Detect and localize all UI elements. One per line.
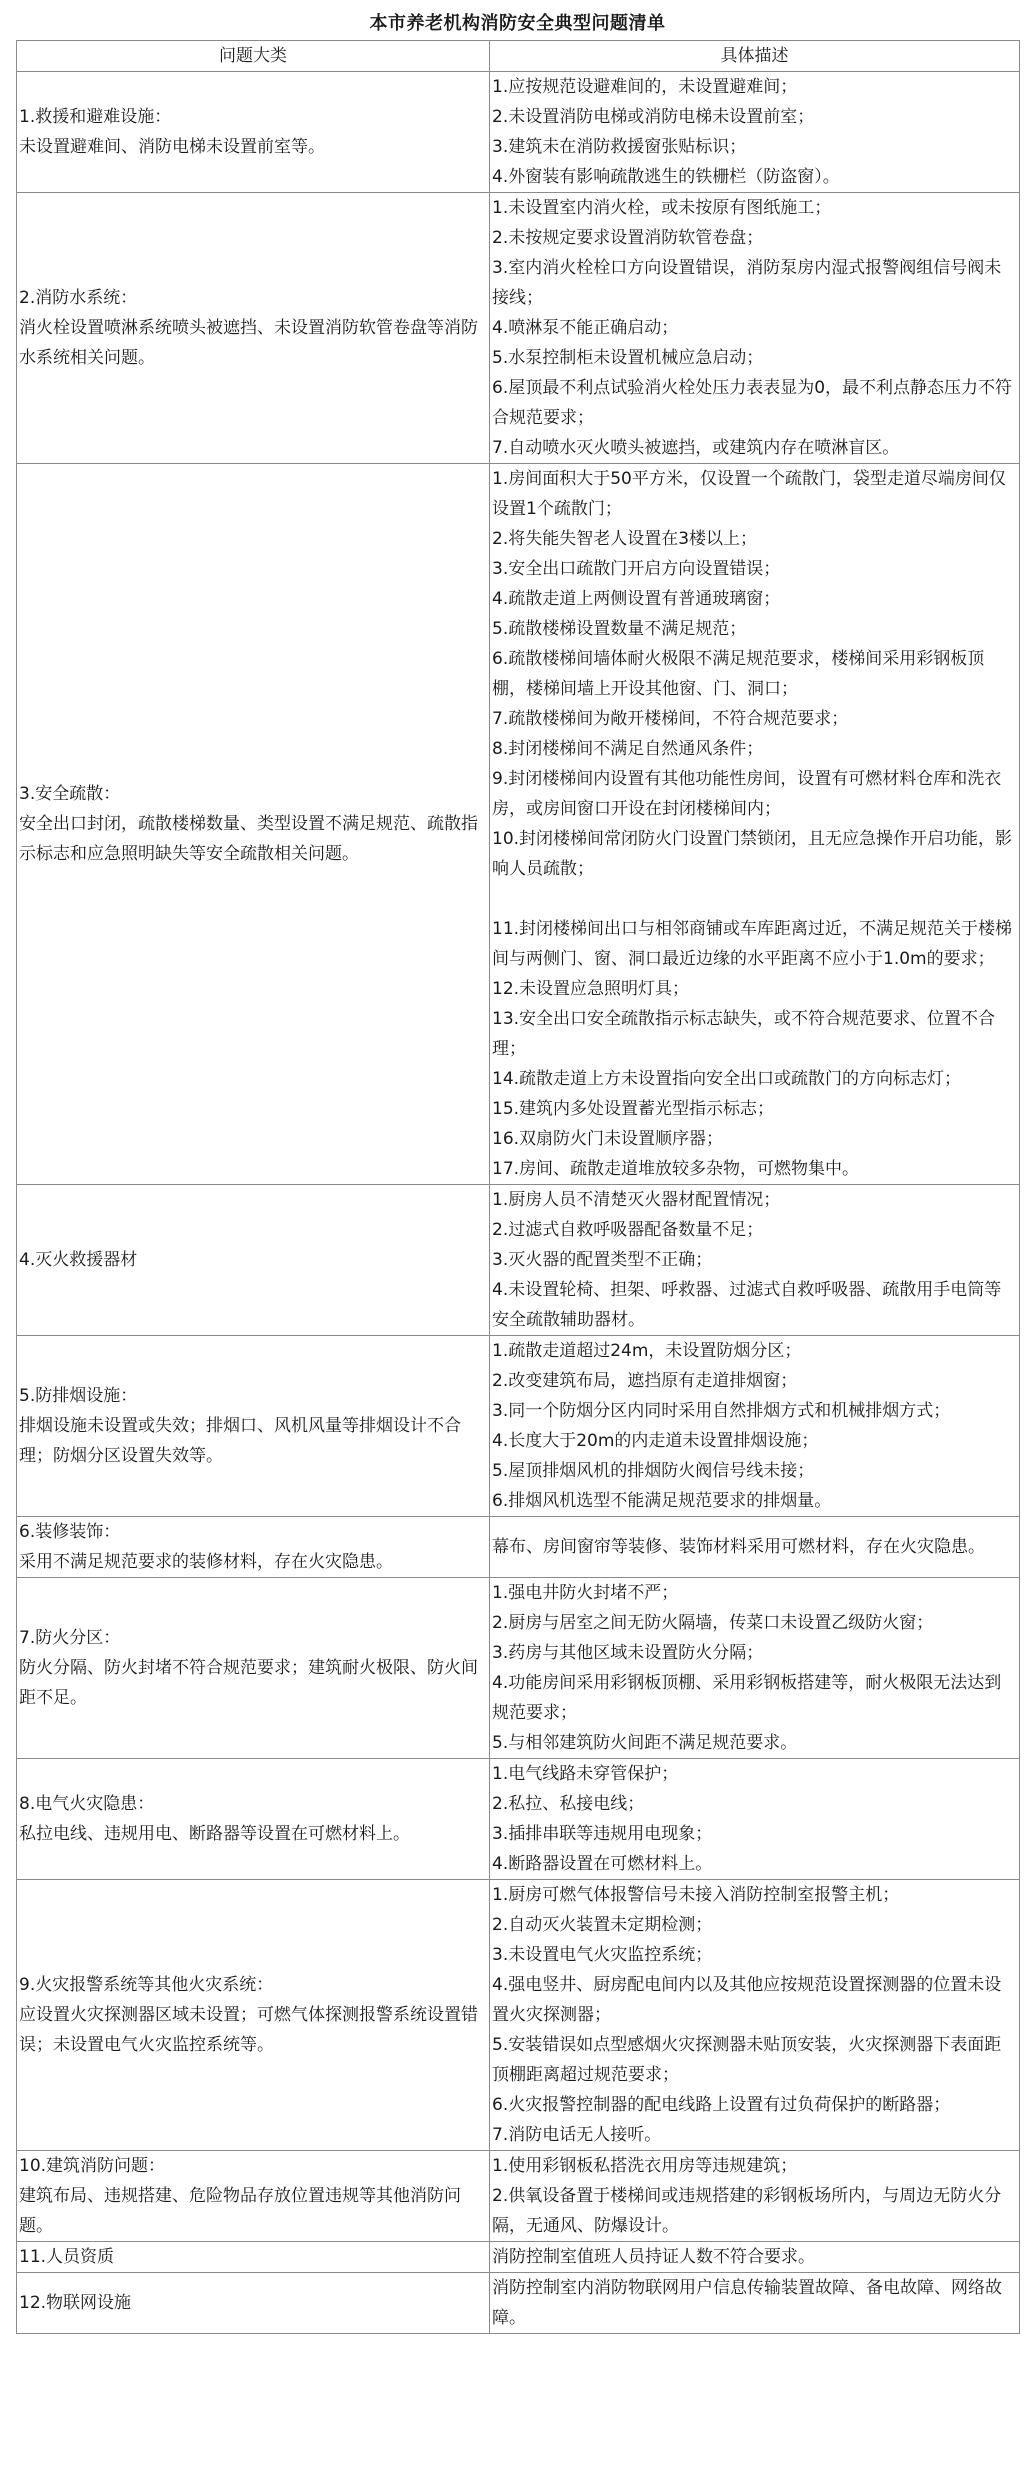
- detail-item: 消防控制室值班人员持证人数不符合要求。: [492, 2247, 815, 2267]
- table-row: [17, 2242, 1020, 2273]
- detail-item: 13.安全出口安全疏散指示标志缺失，或不符合规范要求、位置不合理；: [492, 1009, 996, 1059]
- detail-item: 14.疏散走道上方未设置指向安全出口或疏散门的方向标志灯；: [492, 1069, 962, 1089]
- detail-item: 8.封闭楼梯间不满足自然通风条件；: [492, 739, 764, 759]
- detail-item: 5.安装错误如点型感烟火灾探测器未贴顶安装，火灾探测器下表面距顶棚距离超过规范要求；: [492, 2035, 1002, 2085]
- detail-item: 2.厨房与居室之间无防火隔墙，传菜口未设置乙级防火窗；: [492, 1613, 934, 1633]
- page-title: 本市养老机构消防安全典型问题清单: [369, 13, 666, 34]
- detail-item: 1.疏散走道超过24m，未设置防烟分区；: [492, 1341, 802, 1361]
- detail-item: 16.双扇防火门未设置顺序器；: [492, 1129, 724, 1149]
- detail-item: 2.改变建筑布局，遮挡原有走道排烟窗；: [492, 1371, 798, 1391]
- detail-item: 4.喷淋泵不能正确启动；: [492, 318, 679, 338]
- category-cell: [17, 2151, 490, 2242]
- category-summary: 建筑布局、违规搭建、危险物品存放位置违规等其他消防问题。: [19, 2186, 461, 2236]
- detail-item: 3.未设置电气火灾监控系统；: [492, 1945, 713, 1965]
- category-summary: 安全出口封闭，疏散楼梯数量、类型设置不满足规范、疏散指示标志和应急照明缺失等安全疏散相关问题。: [19, 814, 478, 864]
- detail-item: 4.长度大于20m的内走道未设置排烟设施；: [492, 1431, 819, 1451]
- category-summary: 排烟设施未设置或失效；排烟口、风机风量等排烟设计不合理；防烟分区设置失效等。: [19, 1416, 461, 1466]
- category-cell: [17, 1517, 490, 1578]
- detail-item: 1.使用彩钢板私搭洗衣用房等违规建筑；: [492, 2156, 798, 2176]
- detail-item: 5.水泵控制柜未设置机械应急启动；: [492, 348, 764, 368]
- detail-item: 2.自动灭火装置未定期检测；: [492, 1915, 713, 1935]
- category-title: 12.物联网设施: [19, 2293, 132, 2313]
- detail-item: 3.同一个防烟分区内同时采用自然排烟方式和机械排烟方式；: [492, 1401, 951, 1421]
- detail-item: 7.自动喷水灭火喷头被遮挡，或建筑内存在喷淋盲区。: [492, 438, 900, 458]
- detail-item: 2.未设置消防电梯或消防电梯未设置前室；: [492, 107, 815, 127]
- table-row: [17, 1578, 1020, 1759]
- detail-cell: [490, 193, 1020, 464]
- category-title: 10.建筑消防问题：: [19, 2156, 166, 2176]
- detail-item: 2.将失能失智老人设置在3楼以上；: [492, 529, 758, 549]
- detail-item: 4.强电竖井、厨房配电间内以及其他应按规范设置探测器的位置未设置火灾探测器；: [492, 1975, 1002, 2025]
- detail-item: 6.疏散楼梯间墙体耐火极限不满足规范要求，楼梯间采用彩钢板顶棚，楼梯间墙上开设其他窗、门、洞口；: [492, 649, 985, 699]
- detail-item: 4.疏散走道上两侧设置有普通玻璃窗；: [492, 589, 781, 609]
- category-cell: [17, 464, 490, 1185]
- category-cell: [17, 1185, 490, 1336]
- detail-cell: [490, 2273, 1020, 2334]
- detail-item: 1.电气线路未穿管保护；: [492, 1764, 679, 1784]
- detail-item: [492, 884, 1017, 914]
- category-title: 6.装修装饰：: [19, 1522, 121, 1542]
- detail-item: 1.应按规范设避难间的，未设置避难间；: [492, 77, 798, 97]
- detail-item: 12.未设置应急照明灯具；: [492, 979, 690, 999]
- category-title: 9.火灾报警系统等其他火灾系统：: [19, 1975, 274, 1995]
- detail-item: 2.未按规定要求设置消防软管卷盘；: [492, 228, 764, 248]
- category-title: 4.灭火救援器材: [19, 1250, 138, 1270]
- table-row: [17, 1880, 1020, 2151]
- detail-item: 3.灭火器的配置类型不正确；: [492, 1250, 713, 1270]
- category-summary: 消火栓设置喷淋系统喷头被遮挡、未设置消防软管卷盘等消防水系统相关问题。: [19, 318, 478, 368]
- category-cell: [17, 1759, 490, 1880]
- category-summary: 私拉电线、违规用电、断路器等设置在可燃材料上。: [19, 1824, 410, 1844]
- detail-item: 4.断路器设置在可燃材料上。: [492, 1854, 713, 1874]
- detail-item: 2.供氧设备置于楼梯间或违规搭建的彩钢板场所内，与周边无防火分隔，无通风、防爆设计。: [492, 2186, 1002, 2236]
- category-title: 5.防排烟设施：: [19, 1386, 138, 1406]
- detail-cell: [490, 464, 1020, 1185]
- detail-item: 6.排烟风机选型不能满足规范要求的排烟量。: [492, 1491, 832, 1511]
- detail-item: 3.插排串联等违规用电现象；: [492, 1824, 713, 1844]
- category-title: 2.消防水系统：: [19, 288, 138, 308]
- detail-item: 10.封闭楼梯间常闭防火门设置门禁锁闭，且无应急操作开启功能，影响人员疏散；: [492, 829, 1013, 879]
- category-cell: [17, 1880, 490, 2151]
- table-row: [17, 1517, 1020, 1578]
- detail-cell: [490, 1336, 1020, 1517]
- category-summary: 防火分隔、防火封堵不符合规范要求；建筑耐火极限、防火间距不足。: [19, 1658, 478, 1708]
- detail-cell: [490, 72, 1020, 193]
- table-row: [17, 464, 1020, 1185]
- detail-item: 1.未设置室内消火栓，或未按原有图纸施工；: [492, 198, 832, 218]
- header-category: 问题大类: [17, 41, 490, 72]
- table-row: [17, 1759, 1020, 1880]
- category-cell: [17, 2242, 490, 2273]
- header-detail: 具体描述: [490, 41, 1020, 72]
- detail-item: 11.封闭楼梯间出口与相邻商铺或车库距离过近，不满足规范关于楼梯间与两侧门、窗、洞口最近边缘的水平距离不应小于1.0m的要求；: [492, 919, 1013, 969]
- category-cell: [17, 1336, 490, 1517]
- detail-item: 4.未设置轮椅、担架、呼救器、过滤式自救呼吸器、疏散用手电筒等安全疏散辅助器材。: [492, 1280, 1002, 1330]
- category-summary: 应设置火灾探测器区域未设置；可燃气体探测报警系统设置错误；未设置电气火灾监控系统等。: [19, 2005, 478, 2055]
- category-cell: [17, 72, 490, 193]
- category-title: 7.防火分区：: [19, 1628, 121, 1648]
- detail-item: 1.厨房可燃气体报警信号未接入消防控制室报警主机；: [492, 1885, 900, 1905]
- table-header-row: [17, 41, 1020, 72]
- detail-item: 4.外窗装有影响疏散逃生的铁栅栏（防盗窗）。: [492, 167, 840, 187]
- detail-item: 17.房间、疏散走道堆放较多杂物，可燃物集中。: [492, 1159, 860, 1179]
- category-title: 8.电气火灾隐患：: [19, 1794, 155, 1814]
- category-cell: [17, 2273, 490, 2334]
- detail-cell: [490, 1759, 1020, 1880]
- table-row: [17, 1336, 1020, 1517]
- detail-item: 4.功能房间采用彩钢板顶棚、采用彩钢板搭建等，耐火极限无法达到规范要求；: [492, 1673, 1002, 1723]
- detail-cell: [490, 2242, 1020, 2273]
- table-row: [17, 1185, 1020, 1336]
- table-body: [17, 72, 1020, 2334]
- detail-item: 5.与相邻建筑防火间距不满足规范要求。: [492, 1733, 798, 1753]
- detail-item: 2.私拉、私接电线；: [492, 1794, 645, 1814]
- detail-item: 6.火灾报警控制器的配电线路上设置有过负荷保护的断路器；: [492, 2095, 951, 2115]
- detail-cell: [490, 1880, 1020, 2151]
- detail-cell: [490, 1517, 1020, 1578]
- category-summary: 未设置避难间、消防电梯未设置前室等。: [19, 137, 325, 157]
- detail-cell: [490, 2151, 1020, 2242]
- detail-item: 3.建筑未在消防救援窗张贴标识；: [492, 137, 747, 157]
- detail-cell: [490, 1185, 1020, 1336]
- detail-cell: [490, 1578, 1020, 1759]
- detail-item: 5.疏散楼梯设置数量不满足规范；: [492, 619, 747, 639]
- detail-item: 15.建筑内多处设置蓄光型指示标志；: [492, 1099, 775, 1119]
- detail-item: 5.屋顶排烟风机的排烟防火阀信号线未接；: [492, 1461, 815, 1481]
- detail-item: 3.安全出口疏散门开启方向设置错误；: [492, 559, 781, 579]
- category-summary: 采用不满足规范要求的装修材料，存在火灾隐患。: [19, 1552, 393, 1572]
- category-title: 1.救援和避难设施：: [19, 107, 172, 127]
- detail-item: 9.封闭楼梯间内设置有其他功能性房间，设置有可燃材料仓库和洗衣房，或房间窗口开设在封闭楼梯间内；: [492, 769, 1002, 819]
- category-title: 11.人员资质: [19, 2247, 115, 2267]
- category-cell: [17, 1578, 490, 1759]
- table-row: [17, 2273, 1020, 2334]
- category-title: 3.安全疏散：: [19, 784, 121, 804]
- detail-item: 1.厨房人员不清楚灭火器材配置情况；: [492, 1190, 781, 1210]
- detail-item: 7.消防电话无人接听。: [492, 2125, 662, 2145]
- detail-item: 幕布、房间窗帘等装修、装饰材料采用可燃材料，存在火灾隐患。: [492, 1537, 985, 1557]
- category-cell: [17, 193, 490, 464]
- detail-item: 消防控制室内消防物联网用户信息传输装置故障、备电故障、网络故障。: [492, 2278, 1002, 2328]
- detail-item: 2.过滤式自救呼吸器配备数量不足；: [492, 1220, 764, 1240]
- table-row: [17, 72, 1020, 193]
- detail-item: 3.室内消火栓栓口方向设置错误，消防泵房内湿式报警阀组信号阀未接线；: [492, 258, 1002, 308]
- detail-item: 7.疏散楼梯间为敞开楼梯间，不符合规范要求；: [492, 709, 849, 729]
- table-row: [17, 2151, 1020, 2242]
- issue-table: [16, 40, 1020, 2334]
- detail-item: 3.药房与其他区域未设置防火分隔；: [492, 1643, 764, 1663]
- detail-item: 1.强电井防火封堵不严；: [492, 1583, 679, 1603]
- detail-item: 1.房间面积大于50平方米，仅设置一个疏散门，袋型走道尽端房间仅设置1个疏散门；: [492, 469, 1006, 519]
- table-row: [17, 193, 1020, 464]
- detail-item: 6.屋顶最不利点试验消火栓处压力表表显为0，最不利点静态压力不符合规范要求；: [492, 378, 1013, 428]
